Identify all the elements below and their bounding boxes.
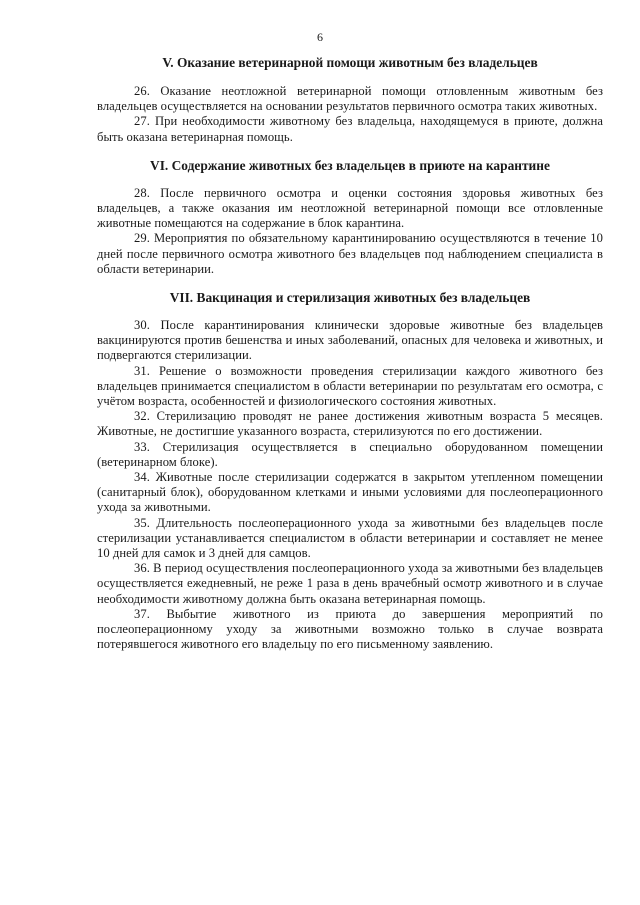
paragraph-37: 37. Выбытие животного из приюта до завершения мероприятий по послеоперационному уходу за животными возможно только в случае возврата потерявшегося животного его владельцу по его письменному заявлению.	[97, 606, 603, 652]
paragraph-32: 32. Стерилизацию проводят не ранее достижения животным возраста 5 месяцев. Животные, не достигшие указанного возраста, стерилизуются по его достижении.	[97, 409, 603, 439]
paragraph-33: 33. Стерилизация осуществляется в специально оборудованном помещении (ветеринарном блоке).	[97, 439, 603, 469]
section-6-heading: VI. Содержание животных без владельцев в приюте на карантине	[150, 157, 550, 173]
section-7-heading: VII. Вакцинация и стерилизация животных без владельцев	[169, 290, 531, 306]
section-6	[97, 157, 603, 277]
paragraph-27: 27. При необходимости животному без владельца, находящемуся в приюте, должна быть оказана ветеринарная помощь.	[97, 114, 603, 144]
paragraph-26: 26. Оказание неотложной ветеринарной помощи отловленным животным без владельцев осуществляется на основании результатов первичного осмотра таких животных.	[97, 84, 603, 114]
document-body	[97, 54, 603, 665]
paragraph-35: 35. Длительность послеоперационного ухода за животными без владельцев после стерилизации устанавливается специалистом в области ветеринарии и составляет не менее 10 дней для самок и 3 дней для самцов.	[97, 515, 603, 561]
paragraph-28: 28. После первичного осмотра и оценки состояния здоровья животных без владельцев, а также оказания им неотложной ветеринарной помощи все отловленные животные помещаются на содержание в блок карантина.	[97, 185, 603, 231]
paragraph-31: 31. Решение о возможности проведения стерилизации каждого животного без владельцев принимается специалистом в области ветеринарии по результатам его осмотра, с учётом возраста, особенностей и физиологического состояния животных.	[97, 363, 603, 409]
section-5	[97, 54, 603, 145]
paragraph-36: 36. В период осуществления послеоперационного ухода за животными без владельцев осуществляется ежедневный, не реже 1 раза в день врачебный осмотр животного и в случае необходимости животному должна быть оказана ветеринарная помощь.	[97, 561, 603, 606]
section-5-heading: V. Оказание ветеринарной помощи животным без владельцев	[162, 55, 538, 70]
section-7	[97, 289, 603, 652]
paragraph-34: 34. Животные после стерилизации содержатся в закрытом утепленном помещении (санитарный блок), оборудованном клетками и иными условиями для послеоперационного ухода за животными.	[97, 470, 603, 515]
paragraph-30: 30. После карантинирования клинически здоровые животные без владельцев вакцинируются против бешенства и иных заболеваний, опасных для человека и животных, и подвергаются стерилизации.	[97, 318, 603, 363]
paragraph-29: 29. Мероприятия по обязательному карантинированию осуществляются в течение 10 дней после первичного осмотра животного без владельцев под наблюдением специалиста в области ветеринарии.	[97, 231, 603, 276]
page-number: 6	[317, 30, 323, 44]
